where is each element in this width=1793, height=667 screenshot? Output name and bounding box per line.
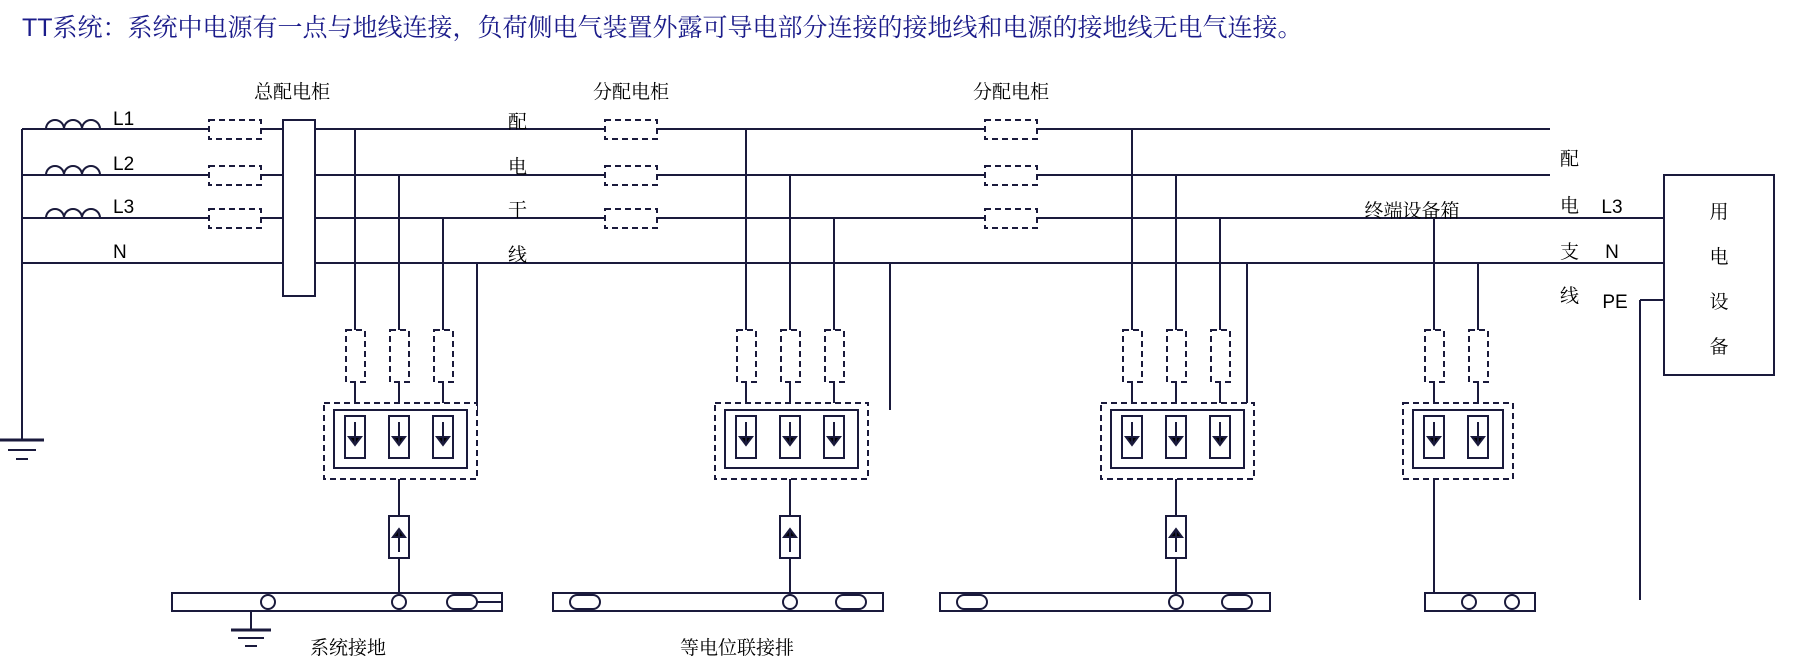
label-n: N (113, 242, 127, 263)
label-load-pe: PE (1602, 292, 1628, 313)
branch-group-2 (715, 129, 890, 600)
g3-arrows (1122, 416, 1230, 458)
g4-fuse-a (1425, 330, 1444, 382)
g4-fuse-b (1469, 330, 1488, 382)
label-load-box-3: 设 (1709, 292, 1729, 313)
label-branch-4: 线 (1560, 286, 1580, 307)
g3-fuse-a (1123, 330, 1142, 382)
label-system-ground: 系统接地 (310, 638, 387, 659)
bar4-eye-2 (1505, 595, 1519, 609)
page-title: TT系统：系统中电源有一点与地线连接，负荷侧电气装置外露可导电部分连接的接地线和电源的接地线无电气连接。 (22, 14, 1303, 42)
label-main-cabinet: 总配电柜 (253, 82, 331, 103)
label-terminal-box: 终端设备箱 (1364, 201, 1460, 222)
label-l2: L2 (113, 154, 135, 175)
bar2-eye-1 (783, 595, 797, 609)
bus-lines (22, 129, 1640, 263)
label-equipotential-bar: 等电位联接排 (680, 638, 795, 659)
label-load-l3: L3 (1601, 197, 1623, 218)
g2-fuse-c (825, 330, 844, 382)
source-coils (46, 120, 100, 218)
coil-l3 (46, 209, 100, 218)
source-fuses (209, 120, 261, 228)
bar2-slot (570, 595, 600, 609)
sub1-fuse-l2 (605, 166, 657, 185)
bar-3 (940, 593, 1270, 611)
branch-group-3 (1101, 129, 1254, 600)
coil-l1 (46, 120, 100, 129)
label-trunk-2: 电 (508, 157, 528, 178)
label-trunk-1: 配 (508, 112, 528, 133)
g2-arrows (736, 416, 844, 458)
bar2-slot-2 (836, 595, 866, 609)
sub-cabinet-2-fuses (985, 120, 1037, 228)
main-cabinet-body (283, 120, 315, 296)
label-branch-1: 配 (1560, 149, 1580, 170)
label-branch-3: 支 (1560, 242, 1580, 263)
bar1-eye-1 (261, 595, 275, 609)
branch-group-4 (1403, 218, 1513, 600)
label-sub-cabinet-2: 分配电柜 (972, 82, 1050, 103)
sub2-fuse-l1 (985, 120, 1037, 139)
fuse-l1 (209, 120, 261, 139)
source-earth (0, 129, 44, 459)
bar3-eye-1 (1169, 595, 1183, 609)
sub1-fuse-l1 (605, 120, 657, 139)
bar1-eye-2 (392, 595, 406, 609)
system-ground-symbol (231, 611, 271, 646)
g1-fuse-b (390, 330, 409, 382)
coil-l2 (46, 166, 100, 175)
g3-fuse-c (1211, 330, 1230, 382)
label-load-box-1: 用 (1709, 202, 1729, 223)
label-load-box-2: 电 (1709, 247, 1729, 268)
label-branch-2: 电 (1560, 196, 1580, 217)
label-load-box-4: 备 (1709, 337, 1729, 358)
bar4-eye-1 (1462, 595, 1476, 609)
sub2-fuse-l3 (985, 209, 1037, 228)
label-sub-cabinet-1: 分配电柜 (592, 82, 670, 103)
bar1-slot (447, 595, 477, 609)
g1-arrows (345, 416, 453, 458)
label-l1: L1 (113, 109, 135, 130)
label-l3: L3 (113, 197, 135, 218)
main-cabinet (283, 120, 315, 296)
g2-fuse-a (737, 330, 756, 382)
pe-conductor (1640, 300, 1664, 600)
branch-group-1 (324, 129, 477, 600)
fuse-l2 (209, 166, 261, 185)
sub1-fuse-l3 (605, 209, 657, 228)
sub-cabinet-1-fuses (605, 120, 657, 228)
sub2-fuse-l2 (985, 166, 1037, 185)
bar3-slot-2 (1222, 595, 1252, 609)
load-equipment-box (1550, 175, 1774, 375)
g3-fuse-b (1167, 330, 1186, 382)
g2-fuse-b (781, 330, 800, 382)
equipotential-bars (172, 593, 1535, 611)
label-trunk-4: 线 (508, 245, 528, 266)
g1-fuse-c (434, 330, 453, 382)
fuse-l3 (209, 209, 261, 228)
bar-2 (553, 593, 883, 611)
g1-fuse-a (346, 330, 365, 382)
label-load-n: N (1605, 242, 1619, 263)
label-trunk-3: 干 (508, 200, 528, 221)
bar3-slot (957, 595, 987, 609)
